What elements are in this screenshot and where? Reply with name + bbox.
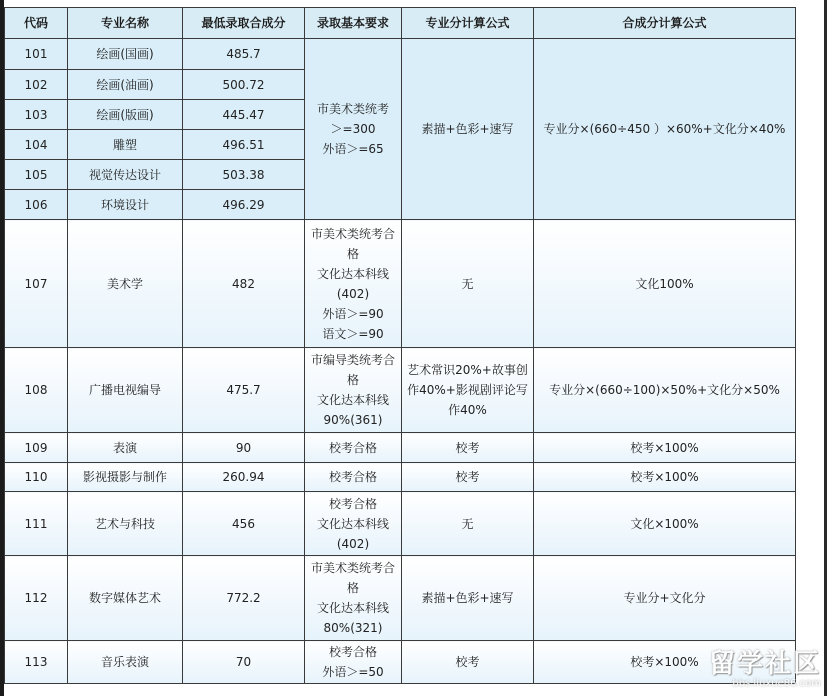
code-cell: 106	[5, 190, 68, 220]
major-formula-cell: 无	[402, 220, 534, 348]
table-row	[5, 492, 796, 556]
requirement-line: 校考合格	[328, 496, 377, 511]
major-name-cell: 环境设计	[68, 190, 183, 220]
total-formula-cell: 专业分×(660÷450 ）×60%+文化分×40%	[534, 39, 796, 220]
requirement-line: ＞=300	[330, 122, 376, 136]
header-code: 代码	[5, 8, 68, 39]
total-formula-cell: 文化100%	[534, 220, 796, 348]
formula-line: 作40%+影视剧评论写	[407, 383, 528, 397]
requirement-line: 80%(321)	[323, 621, 383, 635]
total-formula-cell: 校考×100%	[534, 641, 796, 684]
major-formula-cell	[402, 348, 534, 433]
total-formula-cell: 文化×100%	[534, 492, 796, 556]
score-cell: 260.94	[183, 463, 305, 492]
major-formula-cell: 校考	[402, 641, 534, 684]
watermark-logo-text: 留学社区	[708, 649, 821, 679]
score-cell: 500.72	[183, 70, 305, 100]
score-cell: 482	[183, 220, 305, 348]
requirement-line: 格	[346, 373, 359, 387]
requirement-line: 文化达本科线	[316, 601, 389, 615]
requirement-line: 格	[346, 246, 359, 261]
major-name-cell: 美术学	[68, 220, 183, 348]
total-formula-cell: 校考×100%	[534, 463, 796, 492]
requirement-line: 市美术类统考	[316, 102, 389, 116]
code-cell: 109	[5, 433, 68, 463]
requirement-cell	[305, 220, 402, 348]
requirement-cell: 校考合格	[305, 433, 402, 463]
major-name-cell: 绘画(版画)	[68, 100, 183, 130]
code-cell: 108	[5, 348, 68, 433]
header-min-score: 最低录取合成分	[183, 8, 305, 39]
requirement-line: 外语＞=90	[322, 306, 384, 321]
major-name-cell: 视觉传达设计	[68, 160, 183, 190]
table-row	[5, 220, 796, 348]
requirement-line: 外语＞=50	[322, 665, 384, 679]
score-cell: 485.7	[183, 39, 305, 70]
requirement-line: 市编导类统考合	[310, 353, 395, 367]
code-cell: 101	[5, 39, 68, 70]
code-cell: 104	[5, 130, 68, 160]
header-total-formula: 合成分计算公式	[534, 8, 796, 39]
watermark-url: bbs.liuxue86.com	[732, 678, 821, 689]
score-cell: 772.2	[183, 556, 305, 641]
major-name-cell: 数字媒体艺术	[68, 556, 183, 641]
major-formula-cell: 无	[402, 492, 534, 556]
major-formula-cell: 校考	[402, 433, 534, 463]
score-cell: 496.51	[183, 130, 305, 160]
major-name-cell: 雕塑	[68, 130, 183, 160]
score-cell: 70	[183, 641, 305, 684]
requirement-line: (402)	[336, 536, 370, 551]
requirement-line: (402)	[336, 286, 370, 301]
code-cell: 110	[5, 463, 68, 492]
requirement-line: 外语＞=65	[322, 142, 384, 156]
requirement-cell: 校考合格	[305, 463, 402, 492]
requirement-line: 市美术类统考合	[310, 561, 395, 575]
score-cell: 456	[183, 492, 305, 556]
requirement-cell	[305, 348, 402, 433]
formula-line: 艺术常识20%+故事创	[407, 363, 528, 377]
table-row	[5, 463, 796, 492]
major-formula-cell: 校考	[402, 463, 534, 492]
major-name-cell: 绘画(国画)	[68, 39, 183, 70]
header-major-formula: 专业分计算公式	[402, 8, 534, 39]
code-cell: 111	[5, 492, 68, 556]
requirement-line: 市美术类统考合	[310, 226, 395, 241]
score-cell: 475.7	[183, 348, 305, 433]
score-cell: 496.29	[183, 190, 305, 220]
table-header-row	[5, 8, 796, 39]
score-cell: 445.47	[183, 100, 305, 130]
requirement-line: 文化达本科线	[316, 516, 389, 531]
table-row	[5, 39, 796, 70]
code-cell: 113	[5, 641, 68, 684]
requirement-cell	[305, 641, 402, 684]
code-cell: 107	[5, 220, 68, 348]
major-name-cell: 影视摄影与制作	[68, 463, 183, 492]
requirement-line: 校考合格	[328, 645, 377, 659]
requirement-line: 文化达本科线	[316, 393, 389, 407]
requirement-line: 90%(361)	[323, 413, 383, 427]
major-formula-cell: 素描+色彩+速写	[402, 556, 534, 641]
major-formula-cell: 素描+色彩+速写	[402, 39, 534, 220]
major-name-cell: 艺术与科技	[68, 492, 183, 556]
major-name-cell: 音乐表演	[68, 641, 183, 684]
total-formula-cell: 专业分+文化分	[534, 556, 796, 641]
table-row	[5, 433, 796, 463]
header-requirement: 录取基本要求	[305, 8, 402, 39]
score-cell: 90	[183, 433, 305, 463]
table-row	[5, 556, 796, 641]
table-row	[5, 641, 796, 684]
requirement-line: 语文＞=90	[322, 326, 384, 341]
requirement-line: 文化达本科线	[316, 266, 389, 281]
requirement-cell	[305, 39, 402, 220]
formula-line: 作40%	[448, 403, 487, 417]
code-cell: 103	[5, 100, 68, 130]
major-name-cell: 表演	[68, 433, 183, 463]
requirement-line: 格	[346, 581, 359, 595]
score-cell: 503.38	[183, 160, 305, 190]
major-name-cell: 广播电视编导	[68, 348, 183, 433]
code-cell: 105	[5, 160, 68, 190]
header-major-name: 专业名称	[68, 8, 183, 39]
admission-score-table	[4, 7, 796, 684]
total-formula-cell: 校考×100%	[534, 433, 796, 463]
total-formula-cell: 专业分×(660÷100)×50%+文化分×50%	[534, 348, 796, 433]
code-cell: 102	[5, 70, 68, 100]
requirement-cell	[305, 556, 402, 641]
table-row	[5, 348, 796, 433]
requirement-cell	[305, 492, 402, 556]
code-cell: 112	[5, 556, 68, 641]
major-name-cell: 绘画(油画)	[68, 70, 183, 100]
